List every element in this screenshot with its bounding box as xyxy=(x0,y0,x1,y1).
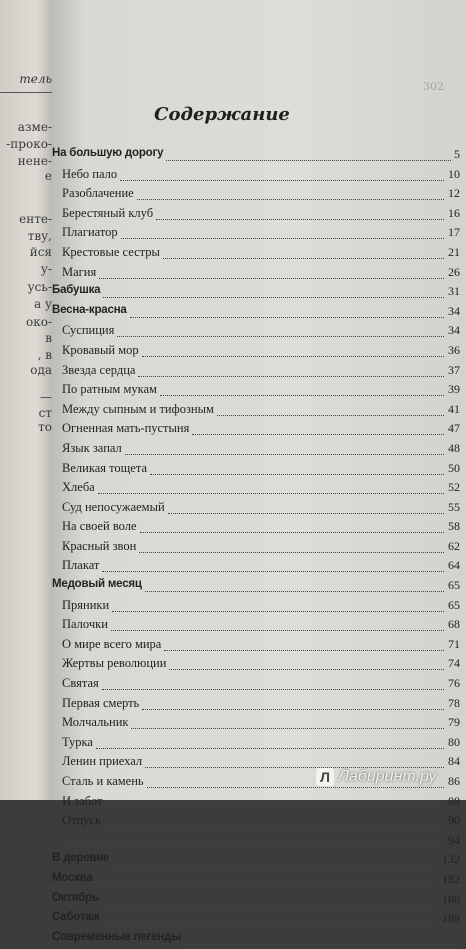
toc-leader-dots xyxy=(164,648,444,651)
toc-page-number: 90 xyxy=(448,813,460,828)
left-page-fragment: ст xyxy=(38,406,52,420)
watermark-text: Лабиринт.ру xyxy=(338,768,437,785)
toc-entry-row xyxy=(52,557,466,577)
toc-leader-dots xyxy=(102,922,438,925)
left-page-fragment: тву, xyxy=(27,229,52,243)
toc-entry-row xyxy=(52,636,466,656)
left-page-fragment: йся xyxy=(29,245,52,259)
toc-entry-row xyxy=(52,362,466,382)
toc-entry-title: Октябрь xyxy=(52,891,99,904)
toc-page-number: 78 xyxy=(448,695,460,710)
toc-page-number: 74 xyxy=(448,656,460,671)
page-number: 302 xyxy=(423,80,444,93)
toc-page-number: 21 xyxy=(448,244,460,259)
toc-page-number: 189 xyxy=(442,911,460,926)
toc-entry-row xyxy=(52,479,466,499)
toc-entry-title: Палочки xyxy=(62,617,108,632)
left-page-fragment: ода xyxy=(30,363,52,377)
toc-leader-dots xyxy=(169,667,444,670)
toc-entry-title: Суд непосужаемый xyxy=(62,499,165,514)
toc-entry-title: На большую дорогу xyxy=(52,147,164,159)
toc-entry-row xyxy=(52,166,466,186)
toc-page-number: 132 xyxy=(442,852,460,867)
toc-entry-row xyxy=(52,401,466,421)
toc-leader-dots xyxy=(166,158,451,161)
toc-page-number: 16 xyxy=(448,205,460,220)
toc-entry-title: Медовый месяц xyxy=(52,578,142,591)
toc-leader-dots xyxy=(168,511,444,514)
toc-page-number: 37 xyxy=(448,362,460,377)
toc-page-number: 188 xyxy=(442,891,460,906)
toc-page-number: 5 xyxy=(454,147,460,161)
toc-leader-dots xyxy=(145,589,444,592)
toc-section-row xyxy=(52,930,466,949)
toc-leader-dots xyxy=(139,550,444,553)
toc-entry-title: Великая тощета xyxy=(62,460,148,475)
toc-page-number: 79 xyxy=(448,715,460,730)
toc-entry-row xyxy=(52,322,466,342)
toc-entry-title: Весна-красна xyxy=(52,303,127,316)
toc-section-row xyxy=(52,146,466,166)
toc-leader-dots xyxy=(142,354,444,357)
toc-page-number: 88 xyxy=(448,793,460,808)
toc-entry-title: В деревне xyxy=(52,852,110,865)
toc-entry-row xyxy=(52,205,466,225)
toc-page-number: 52 xyxy=(448,480,460,495)
toc-leader-dots xyxy=(130,315,444,318)
toc-entry-title: Жертвы революции xyxy=(62,656,167,671)
toc-leader-dots xyxy=(160,393,444,396)
toc-entry-row xyxy=(52,342,466,362)
toc-page-number: 34 xyxy=(448,303,460,318)
toc-entry-row xyxy=(52,518,466,538)
left-page-fragment: е xyxy=(44,169,52,183)
left-page-fragment: енте- xyxy=(19,212,52,226)
toc-entry-title: Отпуск xyxy=(62,813,102,828)
toc-entry-title: Берестяный клуб xyxy=(62,205,154,220)
toc-leader-dots xyxy=(96,883,438,886)
toc-entry-row xyxy=(52,499,466,519)
toc-entry-title: Язык запал xyxy=(62,440,122,455)
left-page-fragment: у- xyxy=(40,262,52,276)
toc-entry-row xyxy=(52,440,466,460)
toc-section-row xyxy=(52,851,466,871)
toc-leader-dots xyxy=(112,863,438,866)
toc-entry-row xyxy=(52,832,466,852)
toc-section-row xyxy=(52,891,466,911)
toc-leader-dots xyxy=(103,295,444,298)
toc-leader-dots xyxy=(140,530,444,533)
left-page-header-rule xyxy=(0,92,52,93)
toc-leader-dots xyxy=(131,726,444,729)
toc-entry-row xyxy=(52,224,466,244)
toc-page-number: 50 xyxy=(448,460,460,475)
toc-section-row xyxy=(52,871,466,891)
toc-entry-title: Плагиатор xyxy=(62,225,118,240)
toc-entry-row xyxy=(52,793,466,813)
toc-entry-title: Москва xyxy=(52,871,93,884)
left-page-fragment: азме- xyxy=(17,120,52,134)
toc-entry-row xyxy=(52,675,466,695)
toc-section-row xyxy=(52,283,466,303)
toc-entry-title: И забот xyxy=(62,793,103,808)
left-page-fragment: нене- xyxy=(17,154,52,168)
left-page-fragment: а у xyxy=(33,297,52,311)
right-page xyxy=(52,0,466,943)
toc-page-number: 65 xyxy=(448,578,460,593)
table-of-contents xyxy=(52,146,466,949)
labirint-logo-icon: Л xyxy=(316,768,334,786)
toc-leader-dots xyxy=(120,178,444,181)
toc-entry-title: Крестовые сестры xyxy=(62,244,160,259)
left-page-fragment: усь- xyxy=(27,280,52,294)
toc-leader-dots xyxy=(111,628,444,631)
toc-section-row xyxy=(52,577,466,597)
toc-page-number: 17 xyxy=(448,225,460,240)
toc-leader-dots xyxy=(163,256,444,259)
toc-entry-title: Ленин приехал xyxy=(62,754,143,769)
left-page-fragment: то xyxy=(38,420,52,434)
left-page-fragment: — xyxy=(40,390,52,404)
toc-leader-dots xyxy=(112,609,444,612)
toc-leader-dots xyxy=(217,413,444,416)
toc-entry-title: Хлеба xyxy=(62,480,95,495)
toc-entry-row xyxy=(52,185,466,205)
toc-leader-dots xyxy=(102,903,438,906)
toc-page-number: 34 xyxy=(448,323,460,338)
toc-page-number: 26 xyxy=(448,264,460,279)
toc-leader-dots xyxy=(142,707,444,710)
toc-entry-row xyxy=(52,695,466,715)
toc-entry-title: Кровавый мор xyxy=(62,342,139,357)
toc-entry-row xyxy=(52,264,466,284)
toc-entry-title: По ратным мукам xyxy=(62,382,157,397)
toc-page-number: 48 xyxy=(448,440,460,455)
toc-entry-title: Пряники xyxy=(62,597,110,612)
toc-leader-dots xyxy=(184,942,458,945)
toc-leader-dots xyxy=(137,197,444,200)
toc-entry-title: На своей воле xyxy=(62,519,137,534)
left-page-fragment: , в xyxy=(37,348,52,362)
toc-entry-row xyxy=(52,420,466,440)
toc-page-number: 64 xyxy=(448,558,460,573)
toc-leader-dots xyxy=(62,844,444,847)
toc-entry-row xyxy=(52,244,466,264)
toc-entry-row xyxy=(52,812,466,832)
toc-page-number: 182 xyxy=(442,871,460,886)
toc-page-number: 58 xyxy=(448,519,460,534)
toc-page-number: 31 xyxy=(448,284,460,299)
toc-entry-row xyxy=(52,734,466,754)
toc-entry-title: Между сыпным и тифозным xyxy=(62,401,214,416)
toc-entry-title: Огненная мать-пустыня xyxy=(62,421,190,436)
toc-entry-row xyxy=(52,714,466,734)
toc-entry-row xyxy=(52,538,466,558)
toc-leader-dots xyxy=(104,824,444,827)
toc-entry-row xyxy=(52,460,466,480)
toc-page-number: 47 xyxy=(448,421,460,436)
toc-entry-title: Бабушка xyxy=(52,284,101,297)
toc-entry-title: Красный звон xyxy=(62,538,137,553)
toc-entry-title: Плакат xyxy=(62,558,100,573)
toc-entry-row xyxy=(52,616,466,636)
toc-entry-title: Саботаж xyxy=(52,911,100,924)
toc-page-number: 76 xyxy=(448,676,460,691)
toc-entry-title: Звезда сердца xyxy=(62,362,136,377)
left-page-fragment: -проко- xyxy=(6,137,52,151)
toc-entry-title: Современные легенды xyxy=(52,930,181,943)
toc-leader-dots xyxy=(138,374,444,377)
toc-leader-dots xyxy=(117,334,444,337)
left-page-fragment: око- xyxy=(25,315,52,329)
left-page-running-header: тель xyxy=(19,72,52,86)
toc-page-number: 39 xyxy=(448,382,460,397)
toc-entry-title: Первая смерть xyxy=(62,695,140,710)
toc-entry-title: Турка xyxy=(62,734,93,749)
toc-section-row xyxy=(52,910,466,930)
toc-page-number: 84 xyxy=(448,754,460,769)
toc-entry-title: О мире всего мира xyxy=(62,636,162,651)
toc-leader-dots xyxy=(96,746,444,749)
toc-leader-dots xyxy=(102,569,444,572)
toc-page-number: 12 xyxy=(448,186,460,201)
toc-entry-title: Разоблачение xyxy=(62,186,134,201)
toc-page-number: 65 xyxy=(448,597,460,612)
toc-leader-dots xyxy=(102,687,444,690)
toc-page-number: 86 xyxy=(448,774,460,788)
toc-page-number: 68 xyxy=(448,617,460,632)
toc-entry-row xyxy=(52,597,466,617)
toc-entry-row xyxy=(52,655,466,675)
watermark-logo xyxy=(316,764,436,790)
toc-leader-dots xyxy=(125,452,444,455)
toc-leader-dots xyxy=(121,236,444,239)
toc-page-number: 55 xyxy=(448,499,460,514)
toc-entry-title: Суспиция xyxy=(62,323,115,338)
toc-leader-dots xyxy=(192,432,444,435)
toc-page-number: 62 xyxy=(448,538,460,553)
toc-entry-title: Небо пало xyxy=(62,166,118,181)
toc-section-row xyxy=(52,303,466,323)
toc-page-number: 10 xyxy=(448,166,460,181)
toc-leader-dots xyxy=(156,217,444,220)
toc-page-number: 41 xyxy=(448,401,460,416)
left-page xyxy=(0,0,52,800)
toc-entry-title: Святая xyxy=(62,676,99,691)
toc-page-number: 80 xyxy=(448,734,460,749)
toc-page-number: 36 xyxy=(448,342,460,357)
toc-entry-title: Магия xyxy=(62,264,97,279)
toc-page-number: 71 xyxy=(448,636,460,651)
left-page-fragment: в xyxy=(45,331,52,345)
toc-leader-dots xyxy=(99,276,444,279)
toc-leader-dots xyxy=(106,805,444,808)
toc-entry-row xyxy=(52,381,466,401)
toc-entry-title: Сталь и камень xyxy=(62,774,144,788)
page-title: Содержание xyxy=(154,104,290,125)
toc-entry-title: Молчальник xyxy=(62,715,129,730)
toc-page-number: 94 xyxy=(448,832,460,847)
toc-leader-dots xyxy=(98,491,444,494)
toc-leader-dots xyxy=(150,472,444,475)
